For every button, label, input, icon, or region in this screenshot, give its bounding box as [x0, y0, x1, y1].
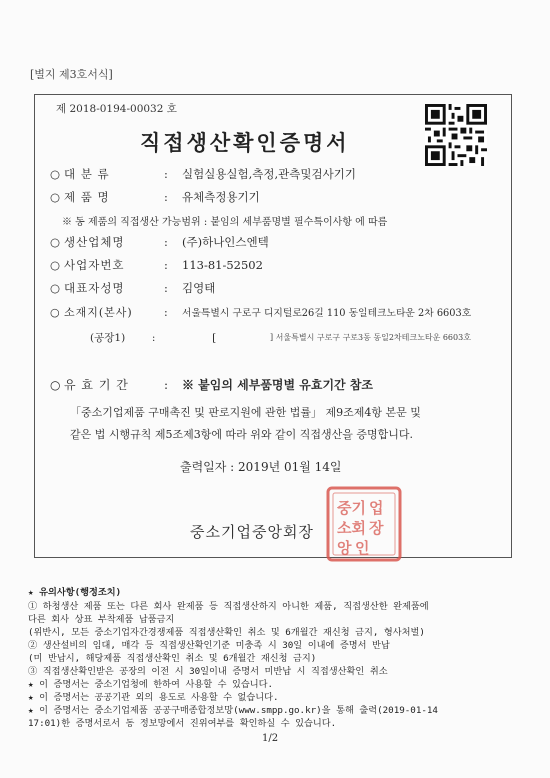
field-category: ○ 대 분 류 : 실험실용실험,측정,관측및검사기기	[50, 167, 356, 181]
official-seal-icon	[325, 485, 403, 563]
field-product-name: ○ 제 품 명 : 유체측정용기기	[50, 190, 260, 204]
certificate-number: 제 2018-0194-00032 호	[56, 103, 177, 115]
field-validity: ○ 유 효 기 간 : ※ 붙임의 세부품명별 유효기간 참조	[50, 378, 374, 392]
svg-text:중기: 중기	[337, 499, 366, 517]
svg-text:업: 업	[369, 499, 384, 517]
svg-text:인: 인	[355, 539, 370, 557]
factory-address: ] 서울특별시 구로구 구로3동 동일2차테크노타운 6603호	[270, 333, 471, 342]
svg-text:소회: 소회	[337, 519, 366, 537]
scope-note: ※ 동 제품의 직접생산 가능범위 : 붙임의 세부품명별 필수특이사항 에 따름	[62, 217, 388, 228]
note-line-10: 17:01)한 증명서로서 동 정보망에서 진위여부를 확인하실 수 있습니다.	[28, 718, 337, 729]
note-line-1: ① 하청생산 제품 또는 다른 회사 완제품 등 직접생산하지 아니한 제품, 직접생산한 완제품에	[28, 601, 429, 612]
qr-code-icon	[425, 104, 487, 166]
field-business-number: ○ 사업자번호 : 113-81-52502	[50, 258, 263, 272]
notes-heading: ★ 유의사항(행정조치)	[28, 587, 122, 598]
issuer-name: 중소기업중앙회장	[190, 523, 314, 541]
print-date: 출력일자 : 2019년 01월 14일	[180, 460, 342, 474]
body-line-2: 같은 법 시행규칙 제5조제3항에 따라 위와 같이 직접생산을 증명합니다.	[70, 428, 413, 441]
note-line-3: (위반시, 모든 중소기업자간경쟁제품 직접생산확인 취소 및 6개월간 재신청 금지, 형사처벌)	[28, 627, 425, 638]
note-line-2: 다른 회사 상표 부착제품 납품금지	[28, 614, 175, 625]
page-number: 1/2	[262, 733, 279, 744]
body-line-1: 「중소기업제품 구매촉진 및 판로지원에 관한 법률」 제9조제4항 본문 및	[70, 406, 421, 419]
svg-text:앙: 앙	[337, 539, 352, 557]
page-title: 직접생산확인증명서	[140, 131, 350, 155]
note-line-6: ③ 직접생산확인받은 공장의 이전 시 30일이내 증명서 미반납 시 직접생산확인 취소	[28, 666, 388, 677]
field-company-name: ○ 생산업체명 : (주)하나인스엔텍	[50, 235, 269, 249]
note-line-8: ★ 이 증명서는 공공기관 외의 용도로 사용할 수 없습니다.	[28, 692, 279, 703]
field-address: ○ 소재지(본사) : 서울특별시 구로구 디지털로26길 110 동일테크노타운 2차 6603호	[50, 306, 472, 319]
field-representative: ○ 대표자성명 : 김영태	[50, 281, 216, 295]
note-line-9: ★ 이 증명서는 중소기업제품 공공구매종합정보망(www.smpp.go.kr)을 통해 출력(2019-01-14	[28, 705, 438, 716]
note-line-4: ② 생산설비의 임대, 매각 등 직접생산확인기준 미충족 시 30일 이내에 증명서 반납	[28, 640, 390, 651]
form-label: [별지 제3호서식]	[30, 68, 113, 81]
svg-text:장: 장	[369, 519, 384, 537]
factory-label: (공장1) : [	[90, 332, 217, 344]
note-line-7: ★ 이 증명서는 중소기업청에 한하여 사용할 수 있습니다.	[28, 679, 274, 690]
note-line-5: (미 반납시, 해당제품 직접생산확인 취소 및 6개월간 재신청 금지)	[28, 653, 317, 664]
